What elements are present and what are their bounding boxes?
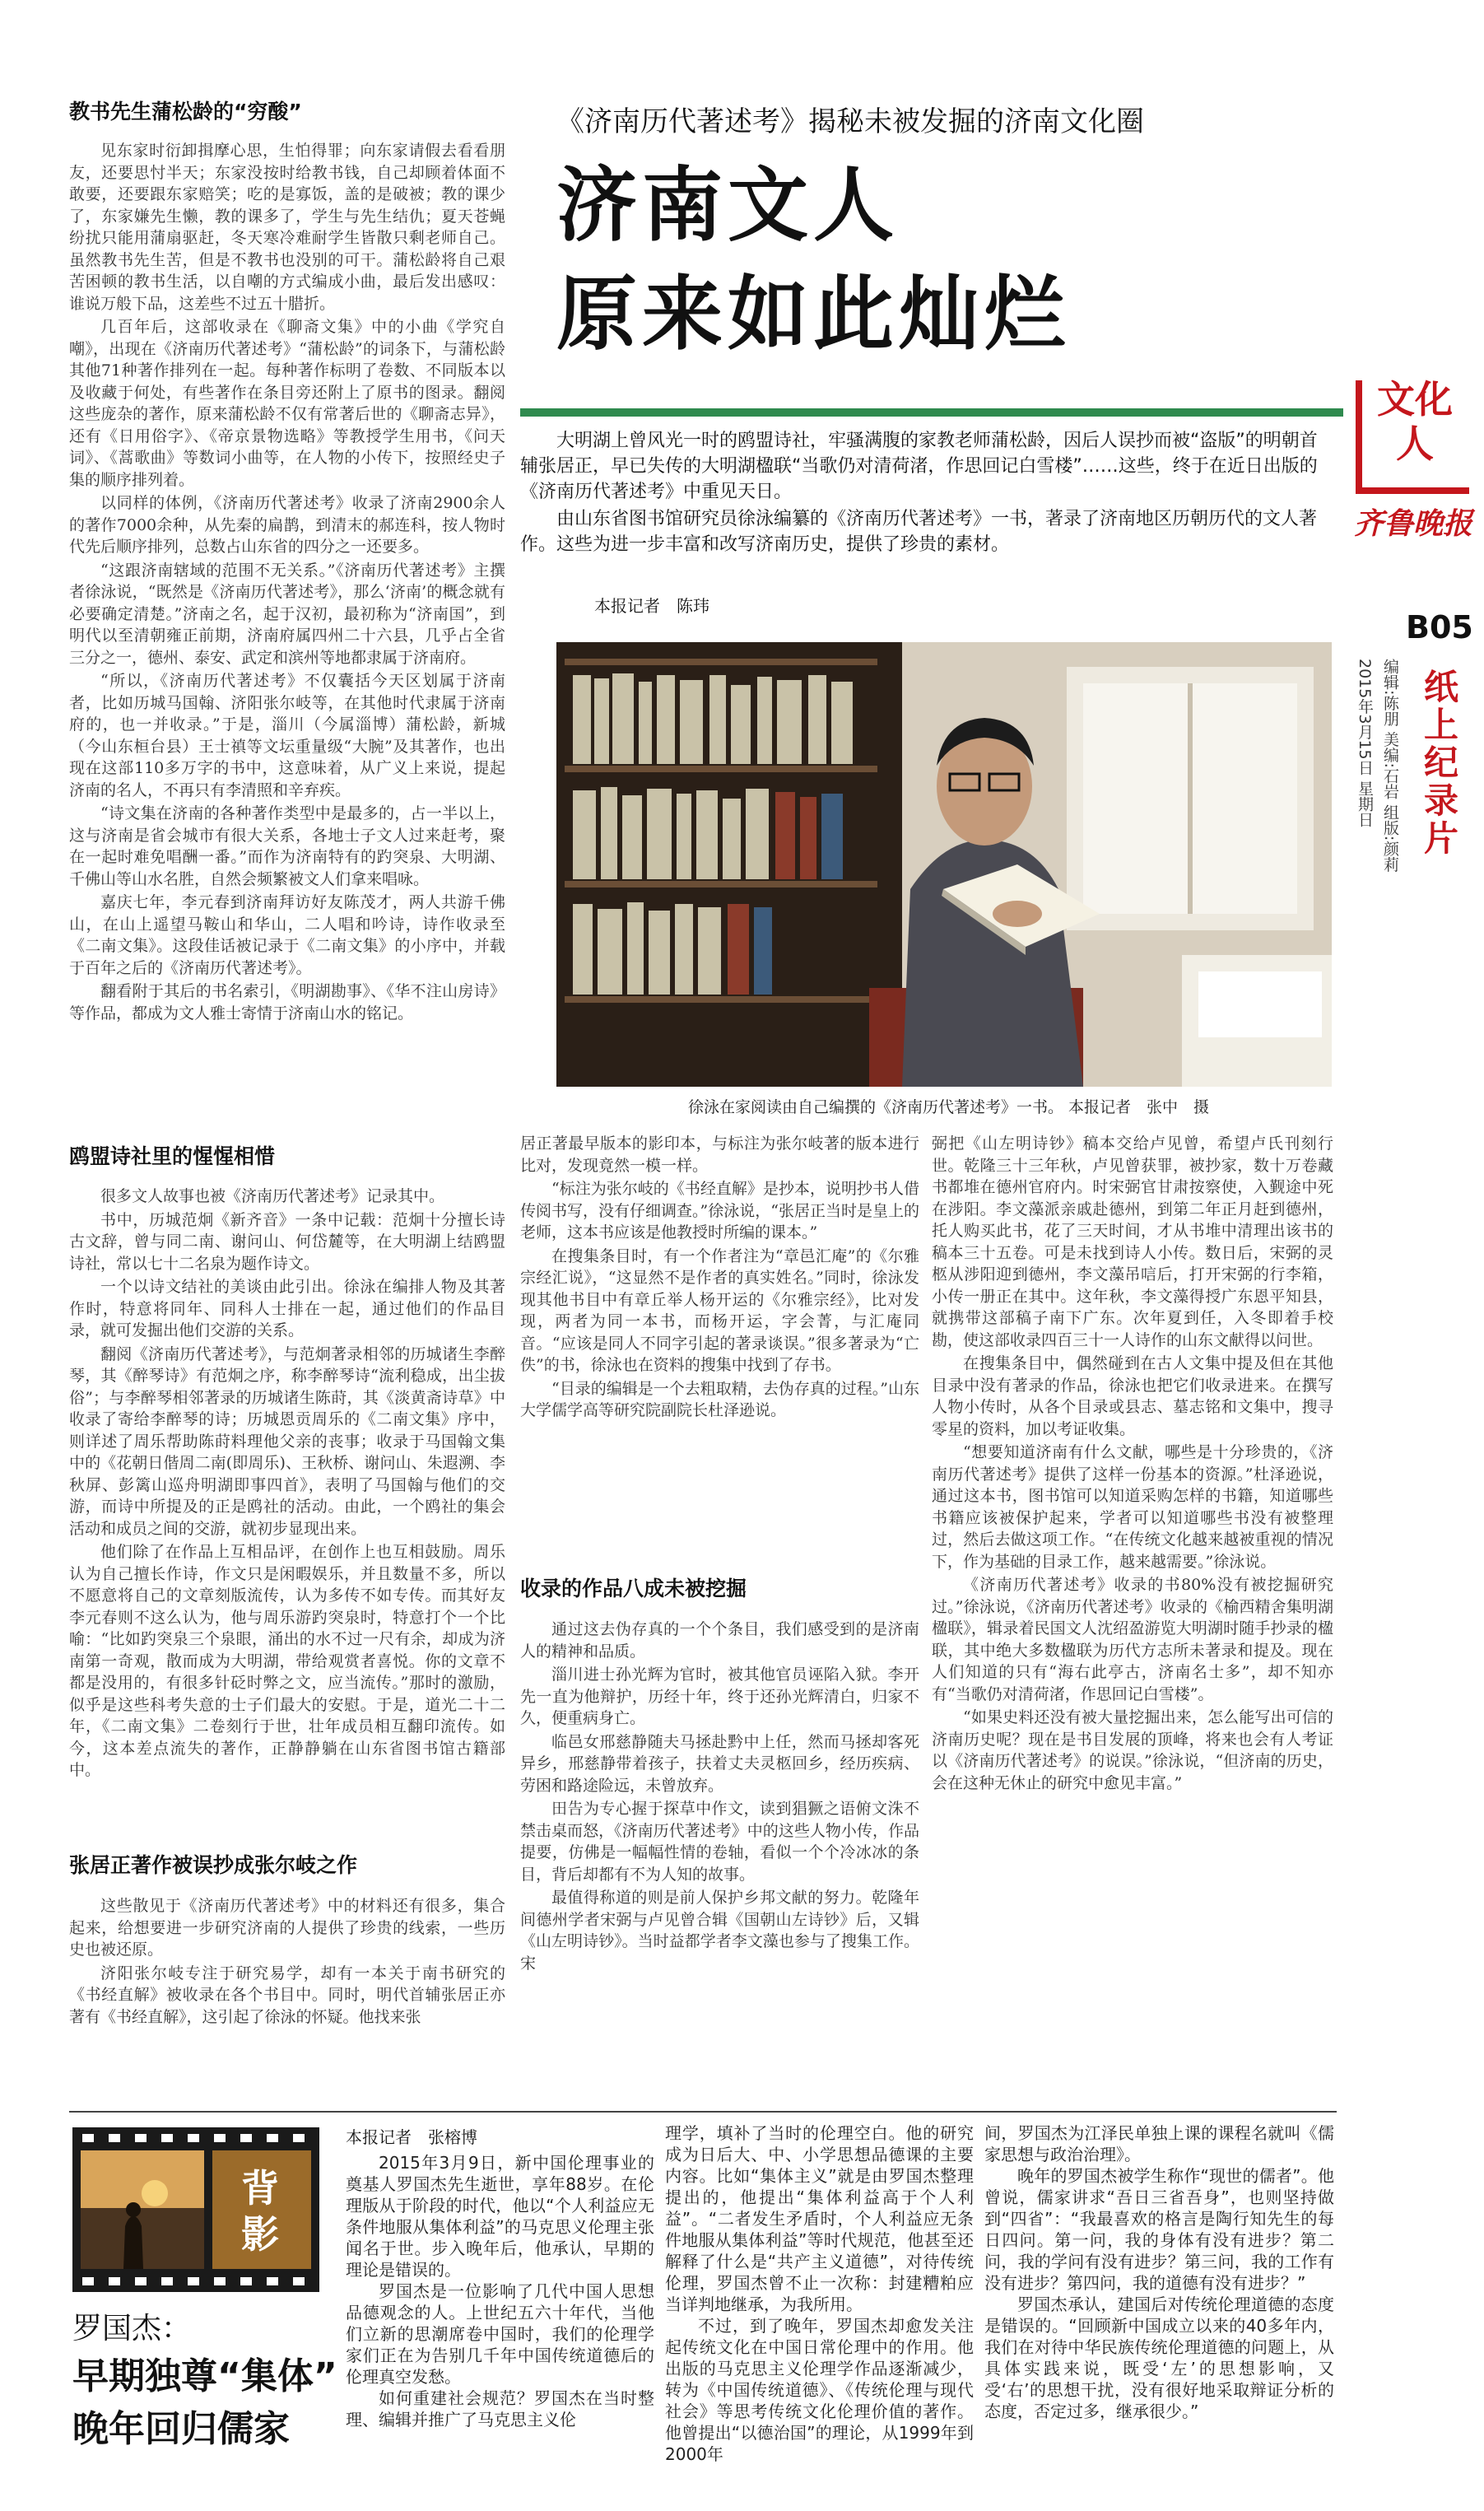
- section-2-body: [69, 1186, 505, 1783]
- paragraph: “目录的编辑是一个去粗取精，去伪存真的过程。”山东大学儒学高等研究院副院长杜泽逊说。: [520, 1379, 919, 1419]
- paragraph: 不过，到了晚年，罗国杰却愈发关注起传统文化在中国日常伦理中的作用。他出版的马克思主义伦理学作品逐渐减少，转为《中国传统道德》、《传统伦理与现代社会》等思考传统文化伦理价值的著作。他曾提出“以德治国”的理论，从1999年到2000年: [665, 2316, 974, 2464]
- beijing-column-3: [984, 2122, 1334, 2422]
- lede-paragraph-2: 由山东省图书馆研究员徐泳编纂的《济南历代著述考》一书，著录了济南地区历朝历代的文人著作。这些为进一步丰富和改写济南历史，提供了珍贵的素材。: [520, 509, 1318, 555]
- beijing-divider: [69, 2111, 1337, 2113]
- paragraph: 罗国杰承认，建国后对传统伦理道德的态度是错误的。“回顾新中国成立以来的40多年内，我们在对待中华民族传统伦理道德的问题上，从具体实践来说，既受‘左’的思想影响，又受‘右’的思想干扰，没有很好地采取辩证分析的态度，否定过多，继承很少。”: [984, 2294, 1334, 2421]
- paragraph: 居正著最早版本的影印本，与标注为张尔岐著的版本进行比对，发现竟然一模一样。: [520, 1134, 919, 1175]
- section-3-body: [69, 1895, 505, 2029]
- paragraph: 这些散见于《济南历代著述考》中的材料还有很多，集合起来，给想要进一步研究济南的人提供了珍贵的线索，一些历史也被还原。: [69, 1897, 505, 1959]
- beijing-byline: 本报记者 张榕博: [346, 2127, 477, 2147]
- paragraph: 《济南历代著述考》收录的书80%没有被挖掘研究过。”徐泳说，《济南历代著述考》收录的《榆西精舍集明湖楹联》，辑录着民国文人沈绍盈游览大明湖时随手抄录的楹联，其中绝大多数楹联为历代方志所未著录和提及。现在人们知道的只有“海右此亭古，济南名士多”，却不知亦有“当歌仍对清荷渚，作思回记白雪楼”。: [932, 1576, 1333, 1703]
- subheading-3: 张居正著作被误抄成张尔岐之作: [69, 1853, 358, 1877]
- paragraph: 弼把《山左明诗钞》稿本交给卢见曾，希望卢氏刊刻行世。乾隆三十三年秋，卢见曾获罪，被抄家，数十万卷藏书都堆在德州官府内。时宋弼官甘肃按察使，入觐途中死在涉阳。李文藻派亲戚赴德州，到第二年正月赶到德州，托人购买此书，花了三天时间，才从书堆中清理出该书的稿本三十五卷。可是未找到诗人小传。数日后，宋弼的灵柩从涉阳迎到德州，李文藻吊唁后，打开宋弼的行李箱，小传一册正在其中。这年秋，李文藻得授广东恩平知县，就携带这部稿子南下广东。次年夏到任，入冬即着手校勘，使这部收录四百三十一人诗作的山东文献得以问世。: [932, 1134, 1333, 1349]
- paragraph: 翻看附于其后的书名索引，《明湖勘事》、《华不注山房诗》等作品，都成为文人雅士寄情于济南山水的铭记。: [69, 982, 505, 1023]
- page-number: B05: [1406, 609, 1473, 645]
- page-editors: 编辑:陈朋 美编:石岩 组版:颜莉: [1381, 659, 1399, 873]
- section-4-body: [520, 1619, 919, 1976]
- newspaper-logo: 齐鲁晚报: [1354, 506, 1473, 541]
- paragraph: 罗国杰是一位影响了几代中国人思想品德观念的人。上世纪五六十年代，当他们立新的思潮席卷中国时，我们的伦理学家们正在为告别几千年中国传统道德后的伦理真空发愁。: [346, 2281, 654, 2387]
- section-name: 文化人: [1377, 377, 1453, 466]
- paragraph: 很多文人故事也被《济南历代著述考》记录其中。: [100, 1187, 445, 1205]
- paragraph: 临邑女邢慈静随夫马拯赴黔中上任，然而马拯却客死异乡，邢慈静带着孩子，扶着丈夫灵柩回乡，经历疾病、劳困和路途险远，未曾放弃。: [520, 1732, 919, 1795]
- paragraph: 以同样的体例，《济南历代著述考》收录了济南2900余人的著作7000余种，从先秦的扁鹊，到清末的郝连科，按人物时代先后顺序排列，总数占山东省的四分之一还要多。: [69, 494, 505, 556]
- subheading-2: 鸥盟诗社里的惺惺相惜: [69, 1144, 276, 1168]
- section-masthead: [1337, 362, 1477, 568]
- paragraph: 书中，历城范炯《新齐音》一条中记载：范炯十分擅长诗古文辞，曾与同二南、谢问山、何岱麓等，在大明湖上结鸥盟诗社，常以七十二名泉为题作诗文。: [69, 1210, 505, 1273]
- photo-caption: 徐泳在家阅读由自己编撰的《济南历代著述考》一书。 本报记者 张中 摄: [688, 1098, 1210, 1116]
- paragraph: “标注为张尔岐的《书经直解》是抄本，说明抄书人借传阅书写，没有仔细调查。”徐泳说，“张居正当时是皇上的老师，这本书应该是他教授时所编的课本。”: [520, 1180, 919, 1242]
- paragraph: 翻阅《济南历代著述考》，与范炯著录相邻的历城诸生李醉琴，其《醉琴诗》有范炯之序，称李醉琴诗“流利稳成，出尘拔俗”；与李醉琴相邻著录的历城诸生陈莳，其《淡黄斋诗草》中收录了寄给李醉琴的诗；历城恩贡周乐的《二南文集》序中，则详述了周乐帮助陈莳料理他父亲的丧事；收录于马国翰文集中的《花朝日偕周二南(即周乐)、王秋桥、谢问山、朱遐溯、李秋屏、彭篱山巡舟明湖即事四首》，表明了马国翰与他们的交游，而诗中所提及的正是鸥社的活动。由此，一个鸥社的集会活动和成员之间的交游，就初步显现出来。: [69, 1344, 505, 1538]
- article-kicker: 《济南历代著述考》揭秘未被发掘的济南文化圈: [556, 105, 1144, 138]
- beijing-title-2: 晚年回归儒家: [72, 2408, 290, 2450]
- paragraph: 在搜集条目中，偶然碰到在古人文集中提及但在其他目录中没有著录的作品，徐泳也把它们收录进来。在撰写人物小传时，从各个目录或县志、墓志铭和文集中，搜寻零星的资料，加以考证收集。: [932, 1354, 1333, 1438]
- paragraph: “这跟济南辖域的范围不无关系。”《济南历代著述考》主撰者徐泳说，“既然是《济南历代著述考》，那么‘济南’的概念就有必要确定清楚。”济南之名，起于汉初，最初称为“济南国”，到明代以至清朝雍正前期，济南府属四州二十六县，几乎占全省三分之一，德州、泰安、武定和滨州等地都隶属于济南府。: [69, 561, 505, 667]
- beijing-filmstrip: [72, 2127, 319, 2292]
- headline-line-2: 原来如此灿烂: [556, 268, 1071, 361]
- photo-illustration: [556, 642, 1332, 1087]
- paragraph: 晚年的罗国杰被学生称作“现世的儒者”。他曾说，儒家讲求“吾日三省吾身”，也则坚持做到“四省”：“我最喜欢的格言是陶行知先生的每日四问。第一问，我的身体有没有进步？第二问，我的学问有没有进步？第三问，我的工作有没有进步？第四问，我的道德有没有进步？”: [984, 2166, 1334, 2293]
- paragraph: 如何重建社会规范？罗国杰在当时整理、编辑并推广了马克思主义伦: [346, 2388, 654, 2429]
- lede-green-bar: [520, 408, 1343, 417]
- paragraph: 理学，填补了当时的伦理空白。他的研究成为日后大、中、小学思想品德课的主要内容。比如“集体主义”就是由罗国杰整理提出的，他提出“集体利益高于个人利益”。“二者发生矛盾时，个人利益应无条件地服从集体利益”等时代规范，他甚至还解释了什么是“共产主义道德”，对待传统伦理，罗国杰曾不止一次称：封建糟粕应当详判地继承，为我所用。: [665, 2123, 974, 2314]
- beijing-title-1: 早期独尊“集体”: [72, 2355, 337, 2397]
- paragraph: 济阳张尔岐专注于研究易学，却有一本关于南书研究的《书经直解》被收录在各个书目中。同时，明代首辅张居正亦著有《书经直解》，这引起了徐泳的怀疑。他找来张: [69, 1964, 505, 2026]
- paragraph: 最值得称道的则是前人保护乡邦文献的努力。乾隆年间德州学者宋弼与卢见曾合辑《国朝山左诗钞》后，又辑《山左明诗钞》。当时益都学者李文藻也参与了搜集工作。宋: [520, 1889, 919, 1973]
- lede-paragraph-1: 大明湖上曾风光一时的鸥盟诗社，牢骚满腹的家教老师蒲松龄，因后人误抄而被“盗版”的明朝首辅张居正，早已失传的大明湖楹联“当歌仍对清荷渚，作思回记白雪楼”……这些，终于在近日出版的《济南历代著述考》中重见天日。: [520, 431, 1318, 502]
- beijing-column-1: [346, 2152, 654, 2430]
- article-byline: 本报记者 陈玮: [594, 596, 709, 616]
- paragraph: 通过这去伪存真的一个个条目，我们感受到的是济南人的精神和品质。: [520, 1620, 919, 1661]
- paragraph: “所以，《济南历代著述考》不仅囊括今天区划属于济南者，比如历城马国翰、济阳张尔岐等，在其他时代隶属于济南府的，也一并收录。”于是，淄川（今属淄博）蒲松龄，新城（今山东桓台县）王士禛等文坛重量级“大腕”及其著作，也出现在这部110多万字的书中，这意味着，从广义上来说，提起济南的名人，不再只有李清照和辛弃疾。: [69, 672, 505, 799]
- paragraph: “诗文集在济南的各种著作类型中是最多的，占一半以上，这与济南是省会城市有很大关系，各地士子文人过来赶考，聚在一起时难免唱酬一番。”而作为济南特有的趵突泉、大明湖、千佛山等山水名胜，自然会频繁被文人们拿来唱咏。: [69, 804, 505, 888]
- paragraph: “想要知道济南有什么文献，哪些是十分珍贵的，《济南历代著述考》提供了这样一份基本的资源。”杜泽逊说，通过这本书，图书馆可以知道采购怎样的书籍，知道哪些书籍应该被保护起来，学者可以知道哪些书没有被整理过，然后去做这项工作。“在传统文化越来越被重视的情况下，作为基础的目录工作，越来越需要。”徐泳说。: [932, 1443, 1333, 1571]
- paragraph: 2015年3月9日，新中国伦理事业的奠基人罗国杰先生逝世，享年88岁。在伦理版从于阶段的时代，他以“个人利益应无条件地服从集体利益”的马克思义伦理主张闻名于世。步入晚年后，他承认，早期的理论是错误的。: [346, 2153, 654, 2280]
- paragraph: 在搜集条目时，有一个作者注为“章邑汇庵”的《尔雅宗经汇说》，“这显然不是作者的真实姓名。”同时，徐泳发现其他书目中有章丘举人杨开运的《尔雅宗经》，比对发现，两者为同一本书，而杨开运，字会菁，与汇庵同音。“应该是同人不同字引起的著录谈误。”很多著录为“亡佚”的书，徐泳也在资料的搜集中找到了存书。: [520, 1246, 919, 1374]
- article-lede: [520, 428, 1331, 559]
- subheading-4: 收录的作品八成未被挖掘: [520, 1577, 747, 1600]
- paragraph: “如果史料还没有被大量挖掘出来，怎么能写出可信的济南历史呢？现在是书目发展的顶峰，将来也会有人考证以《济南历代著述考》的说误。”徐泳说，“但济南的历史，会在这种无休止的研究中愈见丰富。”: [932, 1708, 1333, 1792]
- paragraph: 淄川进士孙光辉为官时，被其他官员诬陷入狱。李开先一直为他辩护，历经十年，终于还孙光辉清白，归家不久，便重病身亡。: [520, 1665, 919, 1727]
- beijing-tag: 背影: [241, 2166, 279, 2257]
- beijing-person: 罗国杰：: [72, 2312, 192, 2346]
- headline-line-1: 济南文人: [556, 159, 900, 253]
- main-photo: [556, 642, 1332, 1087]
- page-date: 2015年3月15日 星期日: [1356, 659, 1374, 827]
- paragraph: 几百年后，这部收录在《聊斋文集》中的小曲《学究自嘲》，出现在《济南历代著述考》“蒲松龄”的词条下，与蒲松龄其他71种著作排列在一起。每种著作标明了卷数、不同版本以及收藏于何处，有些著作在条目旁还附上了原书的图录。翻阅这些庞杂的著作，原来蒲松龄不仅有常著后世的《聊斋志异》，还有《日用俗字》、《帝京景物选略》等教授学生用书，《问天词》、《蒿歌曲》等数词小曲等，在人物的小传下，按照经史子集的顺序排列着。: [69, 318, 505, 489]
- paragraph: 间，罗国杰为江泽民单独上课的课程名就叫《儒家思想与政治治理》。: [984, 2123, 1334, 2164]
- section-3-continued: [520, 1133, 919, 1423]
- column-name: 纸上纪录片: [1419, 669, 1459, 858]
- paragraph: 嘉庆七年，李元春到济南拜访好友陈茂才，两人共游千佛山，在山上遥望马鞍山和华山，二人唱和吟诗，诗作收录至《二南文集》。这段佳话被记录于《二南文集》的小序中，并载于百年之后的《济南历代著述考》。: [69, 893, 505, 977]
- paragraph: 田告为专心握于探草中作文，读到猖獗之语俯文洙不禁击桌而怒，《济南历代著述考》中的这些人物小传，作品提要，仿佛是一幅幅性情的卷轴，看似一个个冷冰冰的条目，背后却都有不为人知的故事。: [520, 1800, 919, 1884]
- beijing-column-2: [665, 2122, 974, 2465]
- paragraph: 见东家时衍卸揖摩心思，生怕得罪；向东家请假去看看朋友，还要思忖半天；东家没按时给教书钱，自己却顾着体面不敢要，还要跟东家赔笑；吃的是寡饭，盖的是破被；教的课少了，东家嫌先生懒，教的课多了，学生与先生结仇；夏天苍蝇纷扰只能用蒲扇驱赶，冬天寒冷难耐学生皆散只剩老师自己。虽然教书先生苦，但是不教书也没别的可干。蒲松龄将自己艰苦困顿的教书生活，以自嘲的方式编成小曲，最后发出感叹：谁说万般下品，这差些不过五十腊折。: [69, 142, 505, 313]
- section-4-continued: [932, 1133, 1333, 1796]
- section-1-body: [69, 140, 505, 1026]
- subheading-1: 教书先生蒲松龄的“穷酸”: [69, 100, 302, 123]
- paragraph: 一个以诗文结社的美谈由此引出。徐泳在编排人物及其著作时，特意将同年、同科人士排在一起，通过他们的作品目录，就可发掘出他们交游的关系。: [69, 1278, 505, 1339]
- paragraph: 他们除了在作品上互相品评，在创作上也互相鼓励。周乐认为自己擅长作诗，作文只是闲暇娱乐，并且数量不多，所以不愿意将自己的文章刻版流传，认为多传不如专传。而其好友李元春则不这么认为，他与周乐游趵突泉时，特意打个一个比喻：“比如趵突泉三个泉眼，涌出的水不过一尺有余，却成为济南第一奇观，散而成为大明湖，带给观赏者喜悦。你的文章不都是没用的，有很多针砭时弊之文，应当流传。”那时的激励，似乎是这些科考失意的士子们最大的安慰。于是，道光二十二年，《二南文集》二卷刻行于世，壮年成员相互翻印流传。如今，这本差点流失的著作，正静静躺在山东省图书馆古籍部中。: [69, 1543, 505, 1779]
